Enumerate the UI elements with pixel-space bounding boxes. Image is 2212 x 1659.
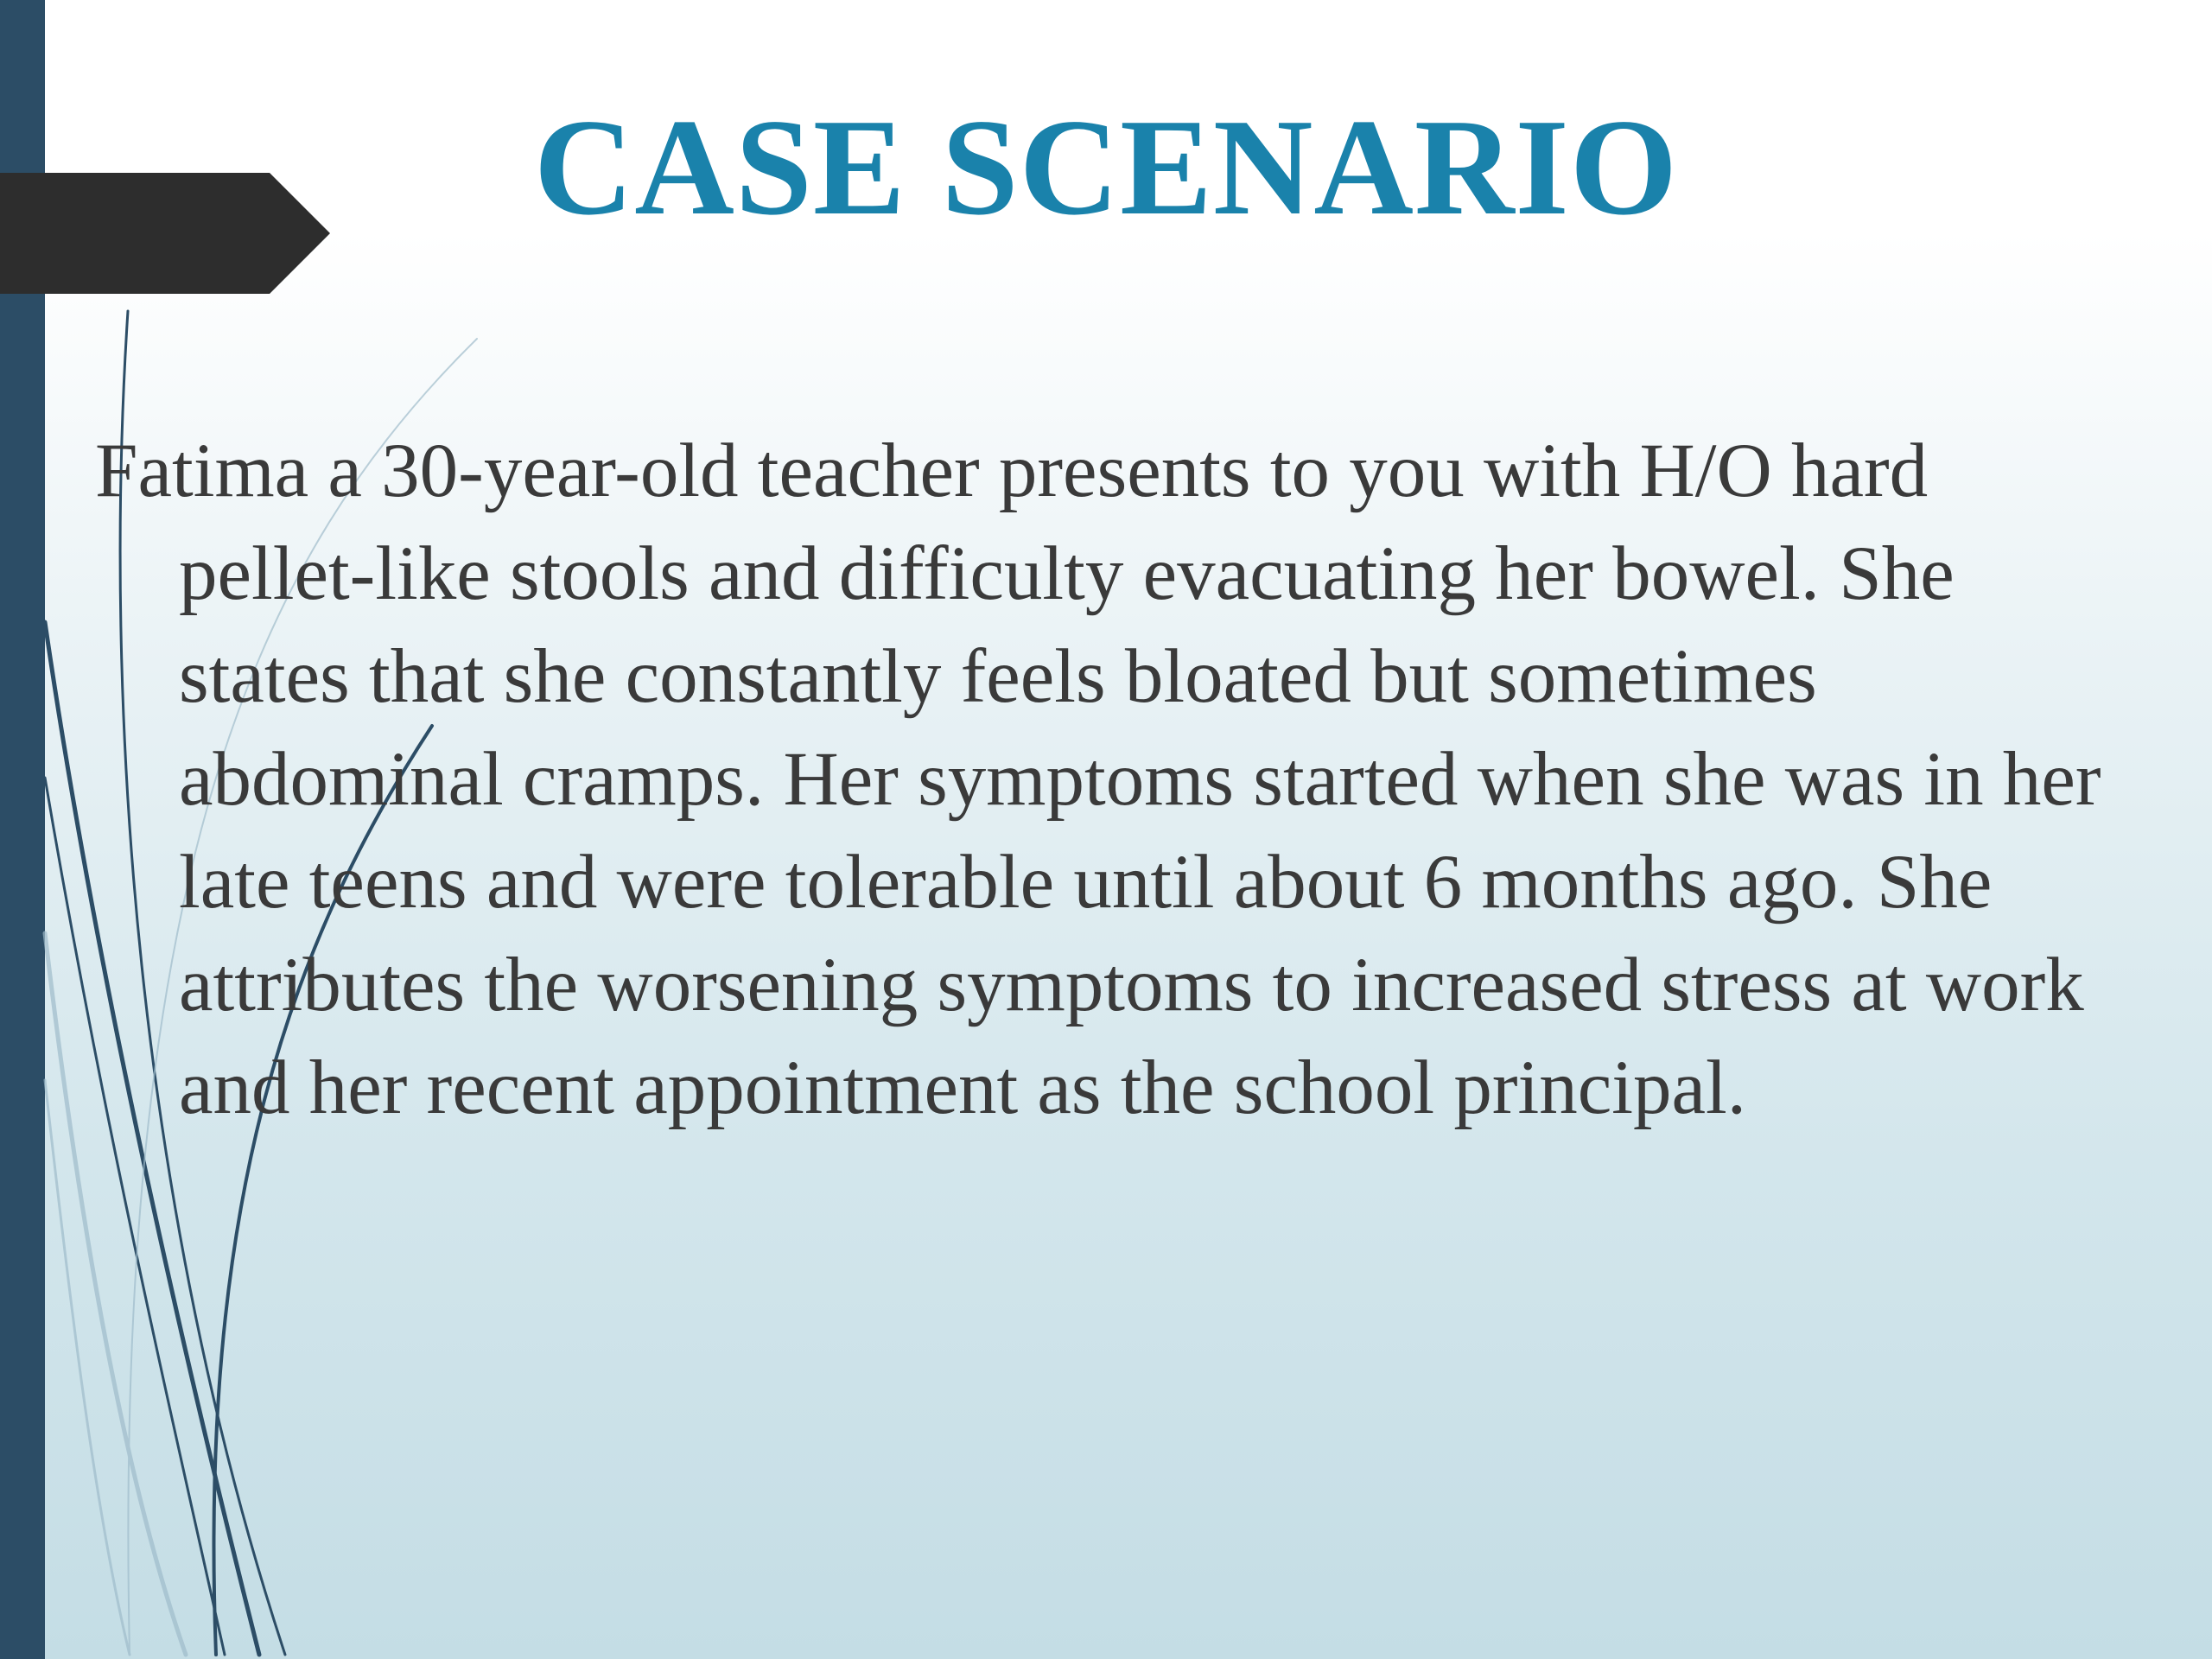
case-scenario-text: Fatima a 30-year-old teacher presents to you with H/O hard pellet-like stools and difficulty evacuating her bowel. She states that she constantly feels bloated but sometimes abdominal cramps. Her symptoms started when she was in her late teens and were tolerable until about 6 months ago. She attributes the worsening symptoms to increased stress at work and her recent appointment as the school principal. — [95, 429, 2101, 1130]
slide-title: CASE SCENARIO — [533, 90, 1679, 244]
